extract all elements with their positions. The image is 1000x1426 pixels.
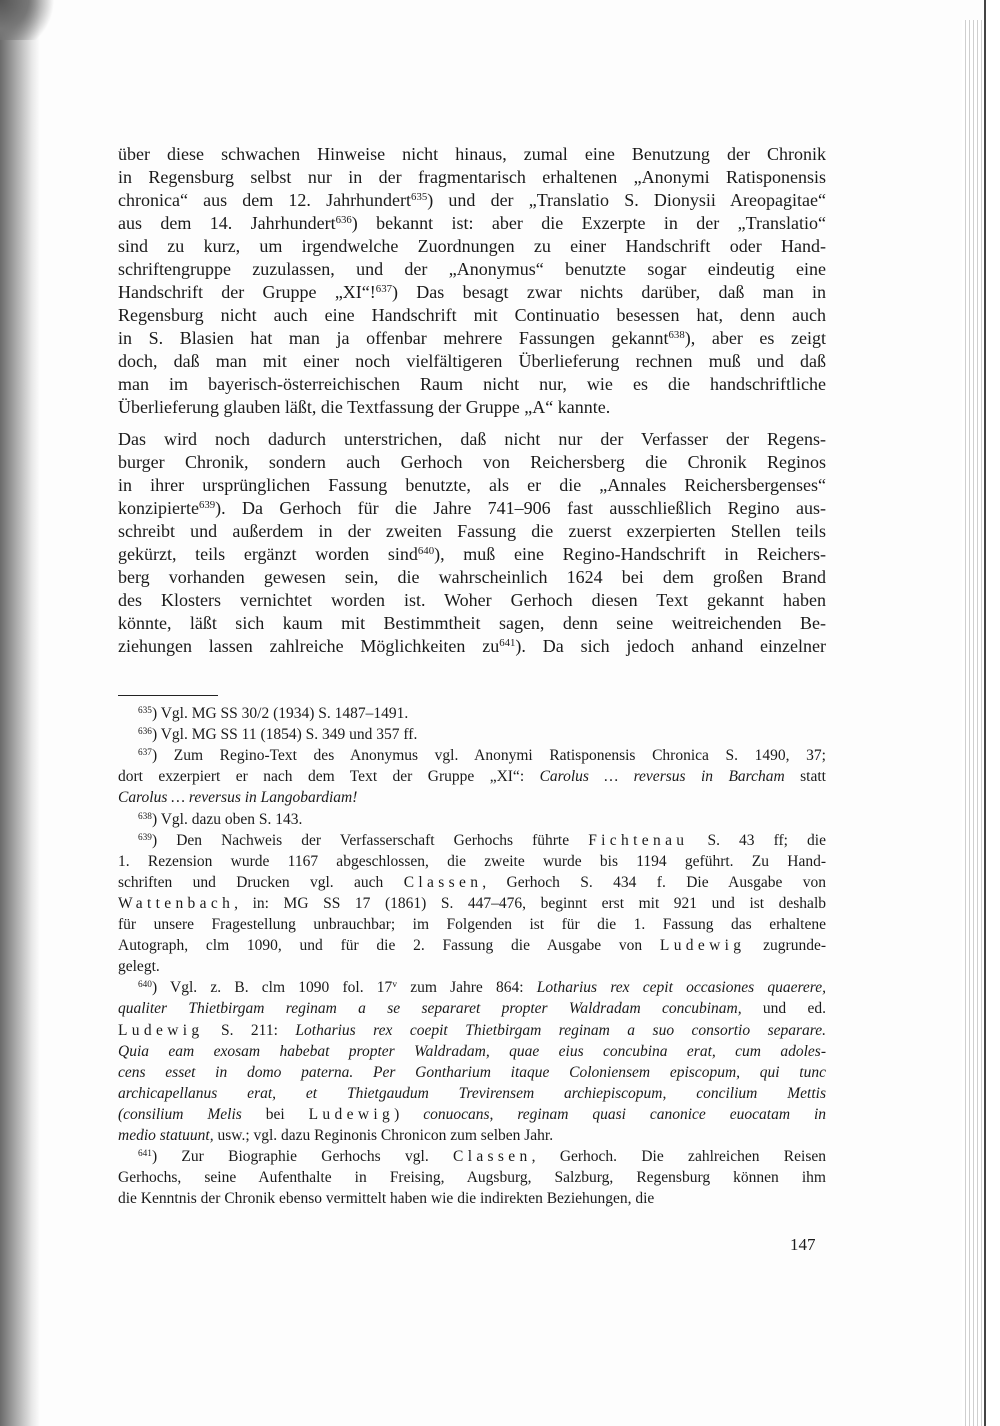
text-run: ) Zum Regino-Text des Anonymus vgl. Anonymi Ratisponensis Chronica S. 1490, 37;	[151, 747, 826, 765]
text-run: in S. Blasien hat man ja offenbar mehrere Fassungen gekannt	[118, 328, 669, 348]
page-number: 147	[790, 1235, 816, 1254]
text-line	[118, 831, 826, 851]
text-line	[118, 704, 826, 724]
text-line	[118, 788, 826, 808]
text-line	[118, 1105, 826, 1125]
text-run: für unsere Fragestellung unbrauchbar; im Folgenden ist für die 1. Fassung das erhaltene	[118, 916, 826, 933]
text-line	[118, 1021, 826, 1041]
footnote-reference: 635	[411, 191, 428, 204]
text-line	[118, 1168, 826, 1188]
text-line	[118, 304, 826, 326]
text-run: dort exzerpiert er nach dem Text der Gruppe „XI“:	[118, 768, 540, 786]
text-run: in Regensburg selbst nur in der fragmentarisch erhaltenen „Anonymi Ratisponensis	[118, 167, 826, 187]
text-run: ) Zur Biographie Gerhochs vgl.	[151, 1148, 454, 1166]
text-run: gekürzt, teils ergänzt worden sind	[118, 544, 418, 564]
text-run: Überlieferung glauben läßt, die Textfassung der Gruppe „A“ kannte.	[118, 397, 611, 417]
text-run: ) Vgl. z. B. clm 1090 fol. 17	[151, 979, 393, 997]
text-run: Gerhochs, seine Aufenthalte in Freising, Augsburg, Salzburg, Regensburg können ihm	[118, 1169, 826, 1187]
text-line	[118, 873, 826, 893]
text-line	[118, 1126, 826, 1146]
text-run: gelegt.	[118, 958, 160, 976]
italic-text: (consilium Melis	[118, 1105, 242, 1123]
text-run: zum Jahre 864:	[396, 979, 537, 997]
italic-text: medio statuunt,	[118, 1127, 214, 1144]
text-run: des Klosters vernichtet worden ist. Woher Gerhoch diesen Text gekannt haben	[118, 590, 826, 610]
text-line	[118, 767, 826, 787]
text-line	[118, 566, 826, 588]
text-run: )	[394, 1105, 424, 1123]
footnote-reference: 637	[138, 748, 152, 759]
text-line	[118, 1042, 826, 1062]
text-run: die Kenntnis der Chronik ebenso vermittelt haben wie die indirekten Beziehungen, die	[118, 1190, 655, 1208]
italic-text: Carolus … reversus in Barcham	[539, 768, 785, 786]
text-line	[118, 143, 826, 165]
text-run: burger Chronik, sondern auch Gerhoch von Reichersberg die Chronik Reginos	[118, 452, 826, 472]
italic-text: conuocans, reginam quasi canonice euocatam in	[423, 1105, 826, 1123]
scan-corner-shadow	[0, 0, 60, 40]
text-run: ). Da Gerhoch für die Jahre 741–906 fast ausschließlich Regino aus-	[215, 498, 826, 518]
footnote-reference: 641	[499, 637, 516, 650]
italic-text: Lotharius rex coepit Thietbirgam reginam a suo consortio separare.	[295, 1021, 826, 1039]
italic-text: cens esset in domo paterna. Per Gontharium itaque Coloniensem episcopum, qui tunc	[118, 1063, 826, 1081]
footnote-rule	[118, 695, 218, 696]
text-run: ) bekannt ist: aber die Exzerpte in der „Translatio“	[351, 213, 826, 233]
footnote-reference: 635	[138, 705, 152, 716]
text-run: doch, daß man mit einer noch vielfältigeren Überlieferung rechnen muß und daß	[118, 351, 826, 371]
page-gutter-shadow	[0, 0, 40, 1426]
text-line	[118, 212, 826, 234]
text-run: schriftengruppe zuzulassen, und der „Anonymus“ benutzte sogar eindeutig eine	[118, 259, 826, 279]
spaced-name: Ludewig	[118, 1021, 204, 1039]
text-line	[118, 166, 826, 188]
text-line	[118, 915, 826, 935]
italic-text: Quia eam exosam habebat propter Waldradam, quae eius concubina erat, cum adoles-	[118, 1042, 826, 1060]
footnote-reference: 641	[138, 1148, 152, 1159]
italic-text: qualiter Thietbirgam reginam a se separaret propter Waldradam concubinam,	[118, 1000, 742, 1018]
text-line	[118, 543, 826, 565]
text-line	[118, 373, 826, 395]
text-run: sind zu kurz, um irgendwelche Zuordnungen zu einer Handschrift oder Hand-	[118, 236, 826, 256]
text-line	[118, 957, 826, 977]
text-run: , Gerhoch. Die zahlreichen Reisen	[531, 1148, 826, 1166]
text-run: Handschrift der Gruppe „XI“!	[118, 282, 376, 302]
text-run: könnte, läßt sich kaum mit Bestimmtheit sagen, denn seine weitreichenden Be-	[118, 613, 826, 633]
text-run: ) und der „Translatio S. Dionysii Areopagitae“	[427, 190, 826, 210]
footnote-reference: 638	[668, 329, 685, 342]
text-line	[118, 396, 826, 418]
text-run: ) Vgl. MG SS 11 (1854) S. 349 und 357 ff.	[151, 726, 418, 744]
footnote-reference: 639	[138, 832, 152, 843]
spaced-name: Ludewig	[308, 1105, 395, 1123]
text-line	[118, 258, 826, 280]
text-run: zugrunde-	[745, 937, 826, 955]
text-line	[118, 1084, 826, 1104]
spaced-name: Ludewig	[659, 937, 746, 955]
text-run: bei	[241, 1105, 309, 1123]
text-run: ) Vgl. dazu oben S. 143.	[151, 810, 303, 828]
spaced-name: Fichtenau	[588, 831, 689, 849]
footnote-reference: 637	[375, 283, 392, 296]
footnote-reference: 638	[138, 811, 152, 822]
text-line	[118, 589, 826, 611]
text-run: ziehungen lassen zahlreiche Möglichkeiten zu	[118, 636, 500, 656]
text-line	[118, 1189, 826, 1209]
text-run: man im bayerisch-österreichischen Raum nicht nur, wie es die handschriftliche	[118, 374, 826, 394]
footnote-reference: v	[392, 980, 397, 991]
text-run: ) Das besagt zwar nichts darüber, daß man in	[392, 282, 827, 302]
text-run: aus dem 14. Jahrhundert	[118, 213, 336, 233]
text-line	[118, 497, 826, 519]
text-line	[118, 281, 826, 303]
text-line	[118, 936, 826, 956]
text-run: S. 211:	[203, 1021, 296, 1039]
spaced-name: Wattenbach	[118, 894, 235, 912]
text-run: statt	[784, 768, 826, 786]
page-edge	[984, 0, 1000, 1426]
italic-text: Carolus … reversus in Langobardiam!	[118, 789, 358, 807]
text-run: konzipierte	[118, 498, 199, 518]
text-run: ) Vgl. MG SS 30/2 (1934) S. 1487–1491.	[151, 705, 409, 722]
text-line	[118, 189, 826, 211]
spaced-name: Classen	[403, 873, 483, 891]
text-line	[118, 852, 826, 872]
text-run: über diese schwachen Hinweise nicht hinaus, zumal eine Benutzung der Chronik	[118, 144, 826, 164]
text-line	[118, 350, 826, 372]
text-line	[118, 894, 826, 914]
footnote-reference: 640	[138, 980, 152, 991]
text-line	[118, 978, 826, 998]
text-run: ). Da sich jedoch anhand einzelner	[515, 636, 826, 656]
text-line	[118, 1147, 826, 1167]
text-line	[118, 520, 826, 542]
text-line	[118, 1063, 826, 1083]
text-line	[118, 635, 826, 657]
text-run: Autograph, clm 1090, und für die 2. Fassung die Ausgabe von	[118, 937, 660, 955]
text-run: , Gerhoch S. 434 f. Die Ausgabe von	[482, 873, 826, 891]
text-line	[118, 235, 826, 257]
text-run: , in: MG SS 17 (1861) S. 447–476, beginnt erst mit 921 und ist deshalb	[234, 894, 826, 912]
text-line	[118, 725, 826, 745]
text-run: ), muß eine Regino-Handschrift in Reichers-	[434, 544, 826, 564]
text-run: berg vorhanden gewesen sein, die wahrscheinlich 1624 bei dem großen Brand	[118, 567, 826, 587]
text-run: schriften und Drucken vgl. auch	[118, 873, 404, 891]
footnote-reference: 640	[417, 545, 435, 558]
text-run: ), aber es zeigt	[684, 328, 827, 348]
text-run: chronica“ aus dem 12. Jahrhundert	[118, 190, 412, 210]
text-run: 1. Rezension wurde 1167 abgeschlossen, die zweite wurde bis 1194 geführt. Zu Hand-	[118, 852, 826, 870]
text-line	[118, 612, 826, 634]
text-run: usw.; vgl. dazu Reginonis Chronicon zum selben Jahr.	[213, 1127, 554, 1144]
text-run: Das wird noch dadurch unterstrichen, daß nicht nur der Verfasser der Regens-	[118, 429, 826, 449]
text-line	[118, 451, 826, 473]
text-line	[118, 999, 826, 1019]
text-line	[118, 428, 826, 450]
text-run: ) Den Nachweis der Verfasserschaft Gerhochs führte	[151, 831, 589, 849]
text-run: Regensburg nicht auch eine Handschrift mit Continuatio besessen hat, denn auch	[118, 305, 826, 325]
text-line	[118, 810, 826, 830]
footnote-reference: 639	[198, 499, 216, 512]
footnote-reference: 636	[335, 214, 352, 227]
spaced-name: Classen	[453, 1148, 532, 1166]
italic-text: archicapellanus erat, et Thietgaudum Trevirensem archiepiscopum, concilium Mettis	[118, 1084, 826, 1102]
footnote-reference: 636	[138, 726, 152, 737]
text-run: und ed.	[741, 1000, 826, 1018]
text-run: in ihrer ursprünglichen Fassung benutzte, als er die „Annales Reichersbergenses“	[118, 475, 826, 495]
text-run: S. 43 ff; die	[688, 831, 826, 849]
text-line	[118, 327, 826, 349]
italic-text: Lotharius rex cepit occasiones quaerere,	[536, 979, 826, 997]
text-run: schreibt und außerdem in der zweiten Fassung die zuerst exzerpierten Stellen teils	[118, 521, 826, 541]
text-line	[118, 474, 826, 496]
text-line	[118, 746, 826, 766]
